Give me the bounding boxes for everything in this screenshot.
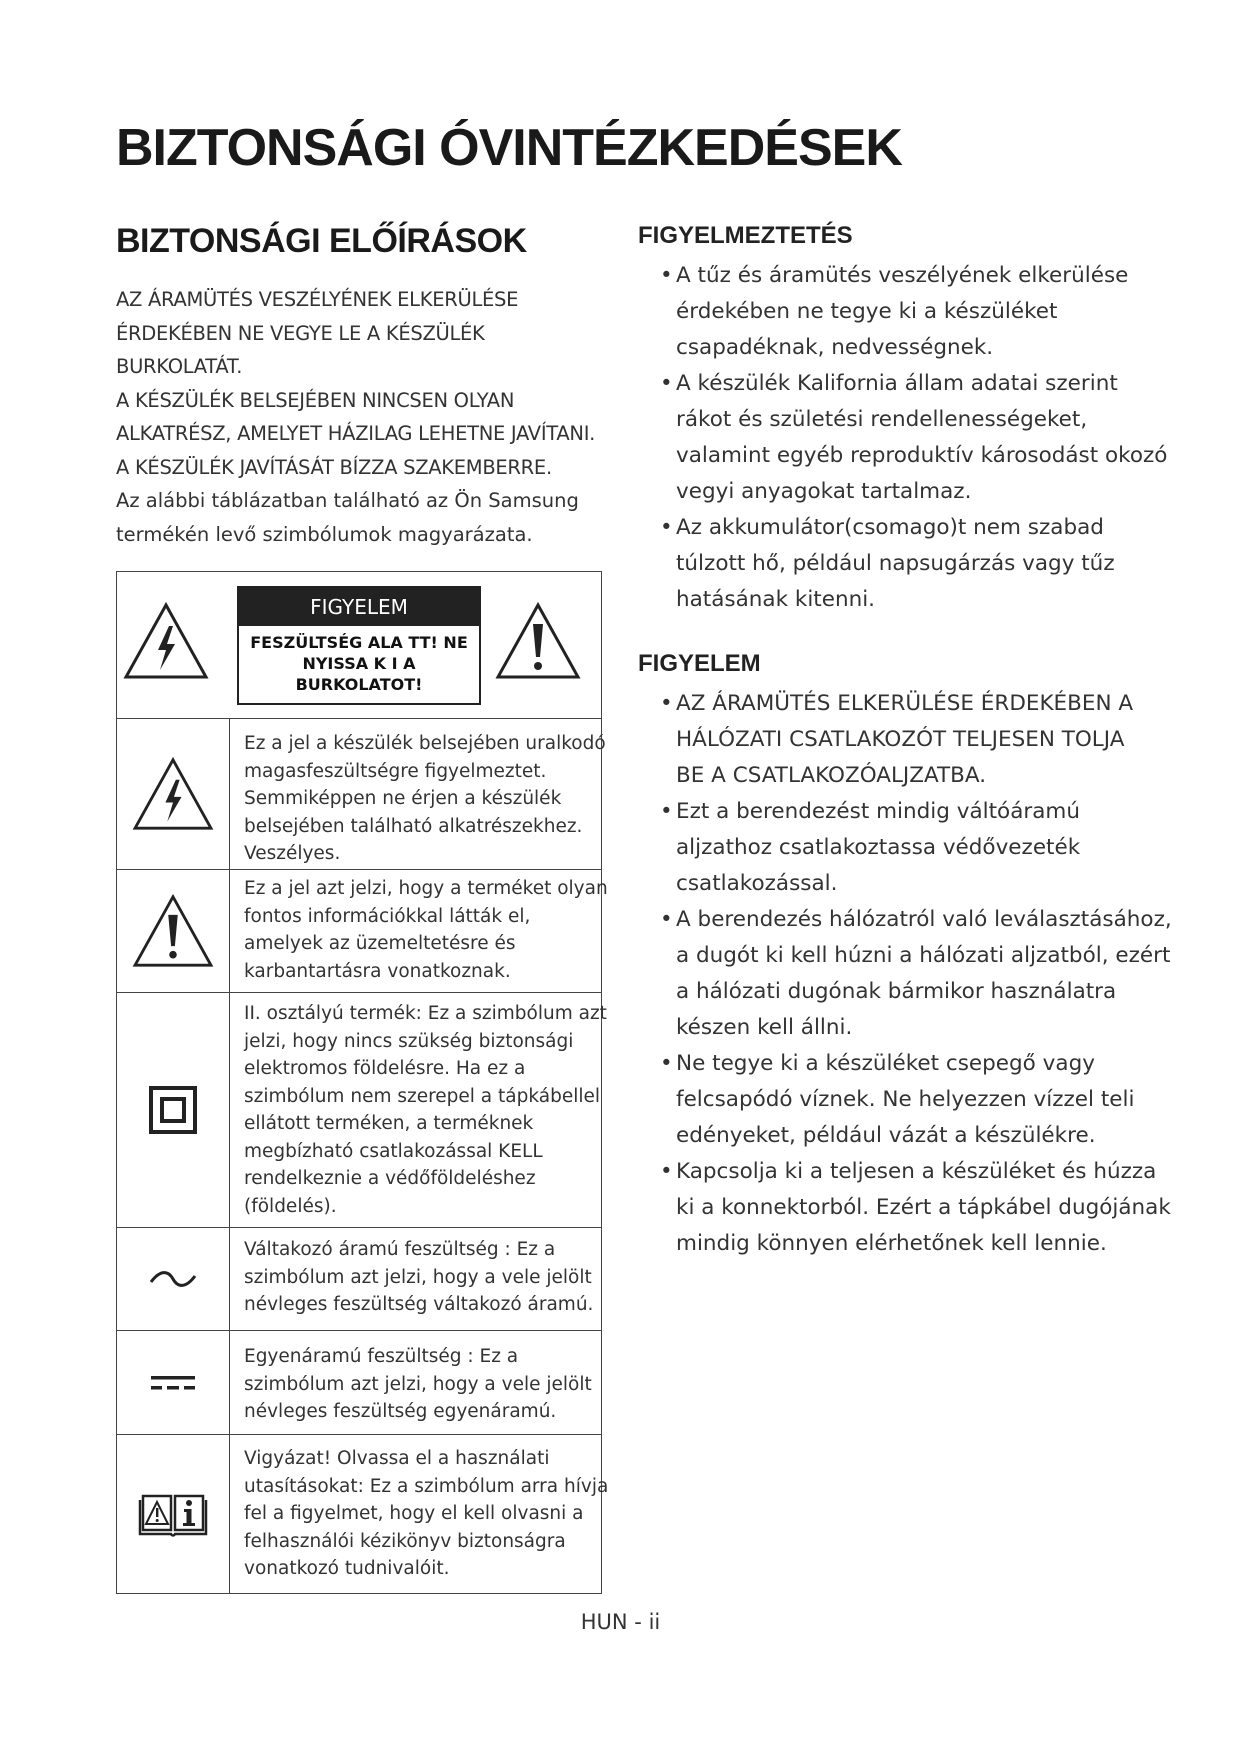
exclamation-warning-icon [131, 894, 215, 968]
row-text-line: karbantartásra vonatkoznak. [244, 960, 511, 982]
bullet-line: edényeket, például vázát a készülékre. [676, 1123, 1096, 1148]
caution-label-line: BURKOLATOT! [295, 675, 423, 694]
caution-label [237, 586, 481, 705]
page-title: BIZTONSÁGI ÓVINTÉZKEDÉSEK [116, 119, 902, 177]
bullet-line: Kapcsolja ki a teljesen a készüléket és húzza [676, 1159, 1157, 1184]
bullet-line: A készülék Kalifornia állam adatai szerint [676, 371, 1118, 396]
row-text-line: jelzi, hogy nincs szükség biztonsági [244, 1030, 574, 1052]
bullet-line: ki a konnektorból. Ezért a tápkábel dugójának [676, 1195, 1171, 1220]
dc-voltage-icon [150, 1374, 196, 1392]
caution-heading: FIGYELEM [638, 650, 761, 677]
row-text-line: névleges feszültség egyenáramú. [244, 1401, 557, 1422]
caution-label-line: FESZÜLTSÉG ALA TT! NE [250, 633, 468, 652]
row-text-line: ellátott terméken, a terméknek [244, 1113, 534, 1134]
intro-line: AZ ÁRAMÜTÉS VESZÉLYÉNEK ELKERÜLÉSE [116, 288, 519, 311]
table-header-row [117, 572, 601, 718]
bullet-line: aljzathoz csatlakoztassa védővezeték [676, 835, 1081, 860]
intro-line: BURKOLATÁT. [116, 355, 243, 378]
lightning-warning-icon [123, 602, 209, 680]
intro-text [116, 283, 606, 551]
row-text-line: felhasználói kézikönyv biztonságra [244, 1530, 566, 1552]
row-text-line: szimbólum azt jelzi, hogy a vele jelölt [244, 1266, 592, 1288]
bullet-line: a hálózati dugónak bármikor használatra [676, 979, 1117, 1004]
bullet-line: BE A CSATLAKOZÓALJZATBA. [676, 763, 987, 788]
table-row [117, 869, 608, 992]
list-item: • A készülék Kalifornia állam adatai szerint rákot és születési rendellenességeket, valamint egyéb reproduktív károsodást okozó vegyi anyagokat tartalmaz. [638, 366, 1138, 510]
warning-heading: FIGYELMEZTETÉS [638, 222, 853, 249]
row-text-line: magasfeszültségre figyelmeztet. [244, 760, 547, 782]
bullet-line: mindig könnyen elérhetőnek kell lennie. [676, 1231, 1107, 1256]
list-item: • Ezt a berendezést mindig váltóáramú aljzathoz csatlakoztassa védővezeték csatlakozással. [638, 794, 1138, 902]
row-text-line: Semmiképpen ne érjen a készülék [244, 788, 562, 809]
bullet-line: A berendezés hálózatról való leválasztásához, [676, 907, 1172, 932]
intro-line: A KÉSZÜLÉK BELSEJÉBEN NINCSEN OLYAN [116, 388, 515, 412]
table-row [117, 1227, 601, 1330]
bullet-line: készen kell állni. [676, 1015, 853, 1040]
row-text-line: Váltakozó áramú feszültség : Ez a [244, 1239, 556, 1260]
bullet-line: valamint egyéb reproduktív károsodást okozó [676, 443, 1168, 468]
warning-list [638, 258, 1168, 618]
row-text-line: amelyek az üzemeltetésre és [244, 933, 516, 954]
list-item: • A tűz és áramütés veszélyének elkerülése érdekében ne tegye ki a készüléket csapadéknak, nedvességnek. [638, 258, 1138, 366]
bullet-line: csapadéknak, nedvességnek. [676, 335, 994, 360]
intro-line: ÉRDEKÉBEN NE VEGYE LE A KÉSZÜLÉK [116, 321, 485, 345]
table-row [117, 1330, 601, 1434]
bullet-line: HÁLÓZATI CSATLAKOZÓT TELJESEN TOLJA [676, 727, 1125, 752]
row-text-line: rendelkeznie a védőföldeléshez [244, 1168, 536, 1189]
row-text-line: fontos információkkal látták el, [244, 905, 531, 927]
read-manual-icon [137, 1490, 209, 1538]
list-item: • Az akkumulátor(csomago)t nem szabad túlzott hő, például napsugárzás vagy tűz hatásának kitenni. [638, 510, 1138, 618]
row-text-line: vonatkozó tudnivalóit. [244, 1558, 450, 1579]
bullet-line: rákot és születési rendellenességeket, [676, 407, 1088, 432]
bullet-line: hatásának kitenni. [676, 587, 876, 612]
left-column [116, 222, 606, 551]
class-ii-double-square-icon [149, 1086, 197, 1134]
row-text-line: elektromos földelésre. Ha ez a [244, 1058, 526, 1079]
bullet-line: felcsapódó víznek. Ne helyezzen vízzel teli [676, 1087, 1135, 1112]
bullet-line: Ne tegye ki a készüléket csepegő vagy [676, 1051, 1095, 1076]
bullet-line: csatlakozással. [676, 871, 838, 896]
bullet-line: túlzott hő, például napsugárzás vagy tűz [676, 551, 1115, 576]
row-text-line: szimbólum nem szerepel a tápkábellel [244, 1085, 601, 1107]
symbols-table [116, 571, 609, 1594]
intro-line: termékén levő szimbólumok magyarázata. [116, 522, 533, 546]
list-item: • AZ ÁRAMÜTÉS ELKERÜLÉSE ÉRDEKÉBEN A HÁLÓZATI CSATLAKOZÓT TELJESEN TOLJA BE A CSATLAKOZÓALJZATBA. [638, 686, 1138, 794]
bullet-line: AZ ÁRAMÜTÉS ELKERÜLÉSE ÉRDEKÉBEN A [676, 691, 1134, 716]
row-text-line: szimbólum azt jelzi, hogy a vele jelölt [244, 1373, 592, 1395]
caution-list [638, 686, 1172, 1262]
bullet-line: a dugót ki kell húzni a hálózati aljzatból, ezért [676, 943, 1171, 968]
table-row [117, 992, 607, 1227]
row-text-line: utasításokat: Ez a szimbólum arra hívja [244, 1475, 609, 1497]
list-item: • Ne tegye ki a készüléket csepegő vagy felcsapódó víznek. Ne helyezzen vízzel teli edényeket, például vázát a készülékre. [638, 1046, 1138, 1154]
caution-label-line: NYISSA K I A [302, 654, 416, 673]
intro-line: A KÉSZÜLÉK JAVÍTÁSÁT BÍZZA SZAKEMBERRE. [116, 455, 552, 479]
intro-line: ALKATRÉSZ, AMELYET HÁZILAG LEHETNE JAVÍTANI. [116, 422, 596, 445]
row-text-line: fel a figyelmet, hogy el kell olvasni a [244, 1503, 584, 1524]
row-text-line: Vigyázat! Olvassa el a használati [244, 1448, 550, 1469]
row-text-line: Veszélyes. [244, 843, 341, 864]
caution-label-text [239, 626, 479, 703]
row-text-line: megbízható csatlakozással KELL [244, 1140, 543, 1162]
list-item: • A berendezés hálózatról való leválasztásához, a dugót ki kell húzni a hálózati aljzatból, ezért a hálózati dugónak bármikor használatra készen kell állni. [638, 902, 1138, 1046]
page-number: HUN - ii [580, 1610, 661, 1634]
caution-label-title: FIGYELEM [239, 588, 479, 626]
table-row [117, 718, 606, 869]
list-item: • Kapcsolja ki a teljesen a készüléket és húzza ki a konnektorból. Ezért a tápkábel dugójának mindig könnyen elérhetőnek kell lennie. [638, 1154, 1138, 1262]
row-text-line: Ez a jel azt jelzi, hogy a terméket olyan [244, 878, 608, 899]
bullet-line: vegyi anyagokat tartalmaz. [676, 479, 972, 504]
row-text-line: névleges feszültség váltakozó áramú. [244, 1294, 594, 1315]
row-text-line: belsejében található alkatrészekhez. [244, 815, 583, 837]
exclamation-warning-icon [495, 602, 581, 680]
ac-voltage-icon [148, 1268, 198, 1290]
right-column [638, 222, 1172, 1262]
lightning-warning-icon [131, 757, 215, 831]
bullet-line: Az akkumulátor(csomago)t nem szabad [676, 515, 1104, 540]
bullet-line: A tűz és áramütés veszélyének elkerülése [676, 263, 1129, 288]
safety-rules-heading: BIZTONSÁGI ELŐÍRÁSOK [116, 222, 527, 260]
row-text-line: Ez a jel a készülék belsejében uralkodó [244, 733, 606, 754]
intro-line: Az alábbi táblázatban található az Ön Samsung [116, 489, 579, 512]
row-text-line: (földelés). [244, 1195, 337, 1217]
bullet-line: érdekében ne tegye ki a készüléket [676, 299, 1058, 324]
bullet-line: Ezt a berendezést mindig váltóáramú [676, 799, 1080, 824]
row-text-line: II. osztályú termék: Ez a szimbólum azt [244, 1003, 607, 1024]
row-text-line: Egyenáramú feszültség : Ez a [244, 1346, 519, 1367]
table-row [117, 1434, 609, 1593]
